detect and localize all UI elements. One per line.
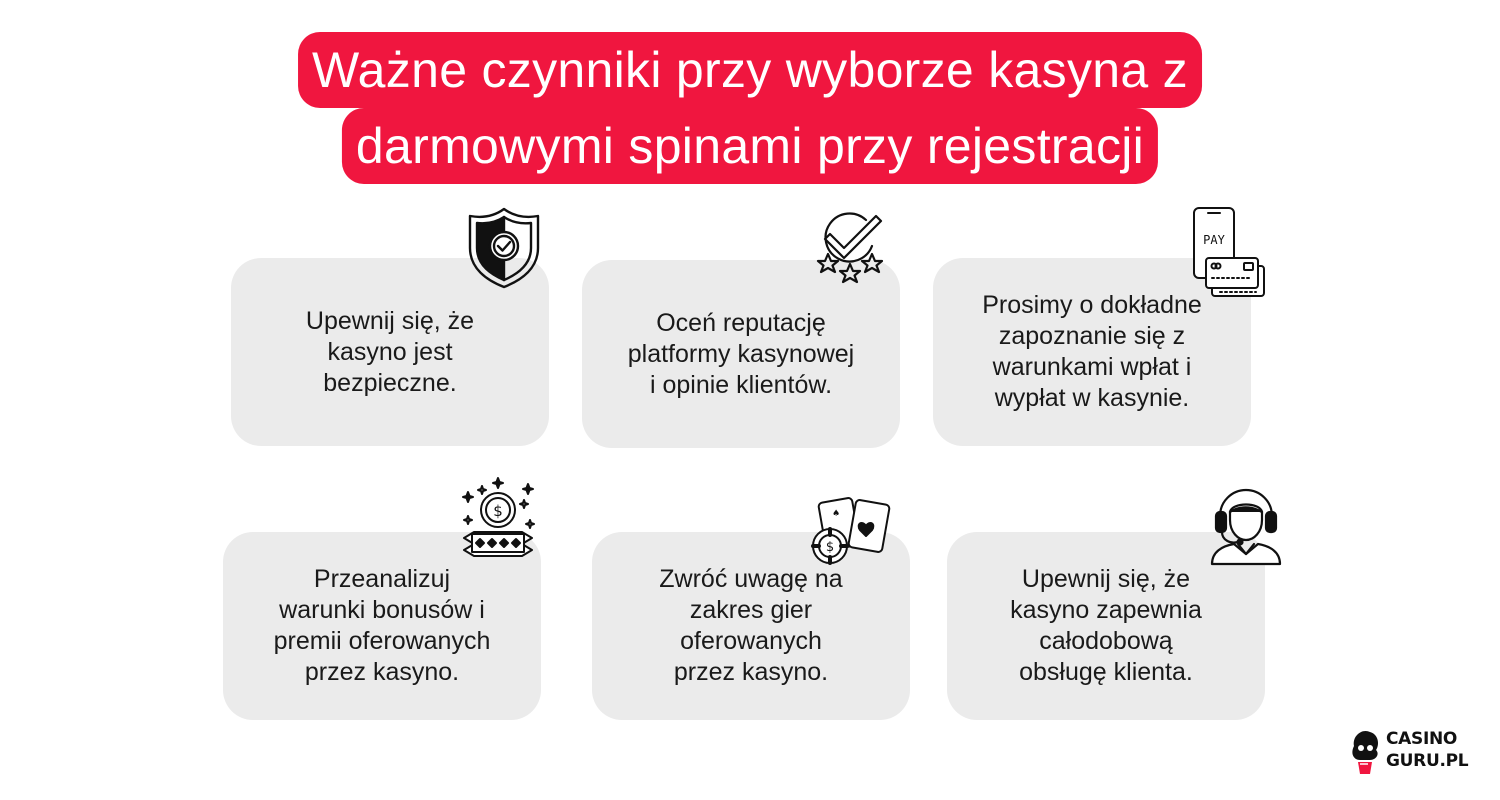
card-line: warunkami wpłat i (992, 353, 1192, 381)
pay-phone-card-icon (1190, 206, 1266, 298)
card-line: Prosimy o dokładne (982, 291, 1202, 319)
logo-line-2: GURU.PL (1386, 751, 1469, 771)
card-line: przez kasyno. (673, 658, 829, 686)
support-headset-icon (1208, 482, 1284, 566)
svg-text:$: $ (493, 502, 503, 520)
card-bonus (223, 532, 541, 720)
svg-text:$: $ (825, 540, 835, 555)
svg-text:PAY: PAY (1203, 233, 1225, 247)
card-line: premii oferowanych (273, 627, 491, 655)
card-line: warunki bonusów i (279, 596, 485, 624)
logo-text (1386, 728, 1468, 772)
casino-guru-logo[interactable] (1348, 724, 1483, 776)
card-line: oferowanych (680, 627, 822, 655)
title-line-2: darmowymi spinami przy rejestracji (342, 108, 1158, 184)
check-stars-icon (814, 210, 886, 292)
card-line: Upewnij się, że (1021, 565, 1191, 593)
card-line: całodobową (1039, 627, 1173, 655)
card-line: Oceń reputację (656, 308, 826, 337)
card-games-text (639, 564, 862, 688)
title-line-1: Ważne czynniki przy wyborze kasyna z (298, 32, 1202, 108)
shield-check-icon (466, 206, 542, 290)
card-line: kasyno jest (327, 337, 453, 366)
cards-chip-icon (808, 496, 900, 566)
card-line: zakres gier (689, 596, 813, 624)
casino-guru-mascot-icon (1348, 726, 1382, 776)
card-line: Zwróć uwagę na (659, 565, 843, 593)
card-payments-text (962, 290, 1222, 414)
card-line: Upewnij się, że (305, 306, 475, 335)
card-bonus-text (254, 564, 511, 688)
card-line: przez kasyno. (304, 658, 460, 686)
dollar-coin-bonus-icon (456, 476, 540, 560)
card-line: obsługę klienta. (1019, 658, 1193, 686)
card-security-text (286, 306, 494, 399)
card-line: bezpieczne. (323, 368, 457, 397)
card-support-text (990, 564, 1222, 688)
card-line: zapoznanie się z (998, 322, 1186, 350)
card-line: i opinie klientów. (649, 370, 833, 399)
logo-line-1: CASINO (1386, 729, 1458, 749)
card-line: wypłat w kasynie. (994, 384, 1190, 412)
card-line: Przeanalizuj (313, 565, 451, 593)
svg-text:♠: ♠ (832, 509, 841, 519)
card-line: platformy kasynowej (627, 339, 855, 368)
card-reputation-text (608, 308, 874, 401)
card-line: kasyno zapewnia (1010, 596, 1202, 624)
